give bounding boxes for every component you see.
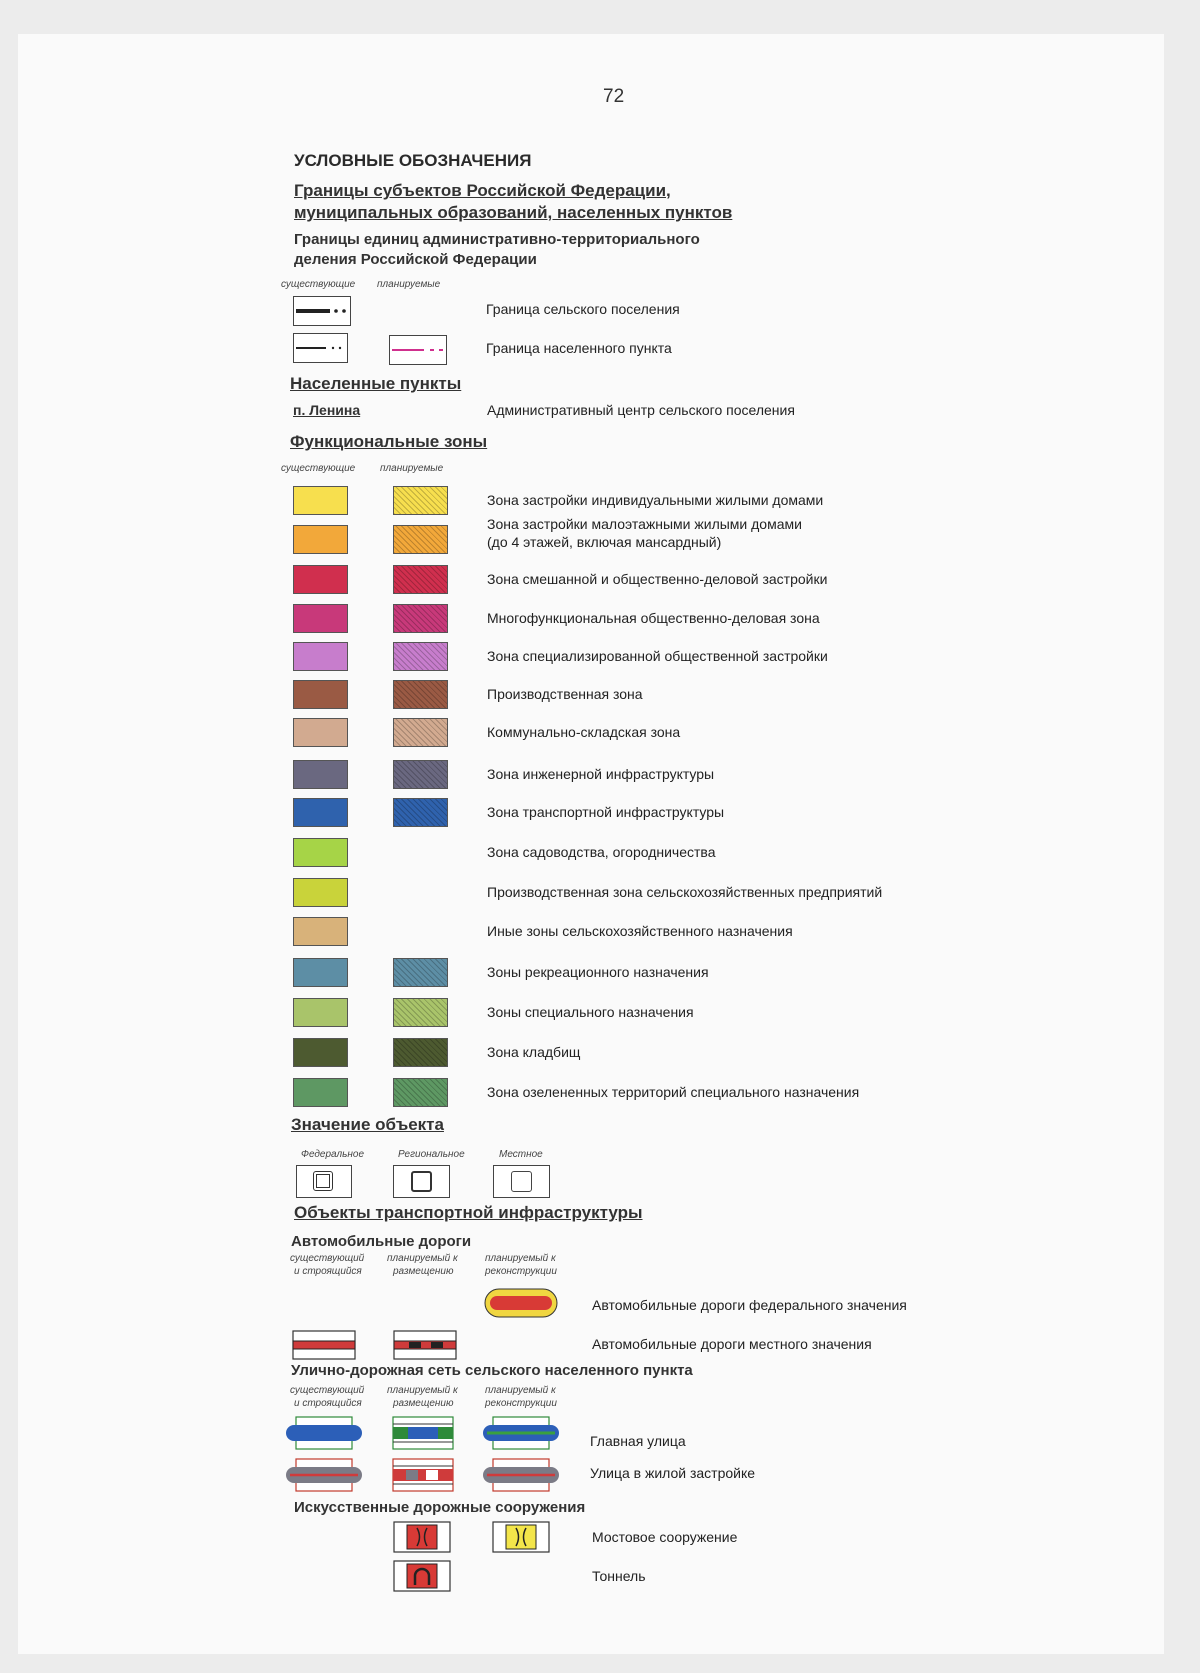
settlement-boundary-planned-symbol	[389, 335, 447, 365]
local-significance-symbol	[493, 1165, 550, 1198]
roads-col2-line1: планируемый к	[387, 1253, 458, 1264]
zone-swatch-planned	[393, 1078, 448, 1107]
zone-label: Зоны специального назначения	[487, 1004, 694, 1020]
boundaries-heading-line1: Границы субъектов Российской Федерации,	[294, 181, 671, 200]
zone-label: Зона садоводства, огородничества	[487, 844, 716, 860]
residential-street-existing-symbol	[284, 1458, 364, 1494]
zone-swatch-planned	[393, 718, 448, 747]
street-col2-line1: планируемый к	[387, 1385, 458, 1396]
zone-swatch-existing	[293, 525, 348, 554]
road-local-label: Автомобильные дороги местного значения	[592, 1336, 872, 1352]
roads-col3-line2: реконструкции	[485, 1266, 557, 1277]
zone-label: Зона застройки индивидуальными жилыми домами	[487, 492, 824, 508]
bridge-planned-symbol	[492, 1521, 552, 1555]
page-number: 72	[603, 86, 625, 107]
settlement-name-sample: п. Ленина	[293, 402, 361, 418]
legend-title: УСЛОВНЫЕ ОБОЗНАЧЕНИЯ	[294, 151, 532, 170]
zone-swatch-existing	[293, 798, 348, 827]
zone-label: Производственная зона	[487, 686, 643, 702]
settlement-boundary-existing-symbol	[293, 333, 348, 363]
zone-swatch-existing	[293, 565, 348, 594]
street-network-heading: Улично-дорожная сеть сельского населенного пункта	[291, 1362, 693, 1379]
settlement-label: Административный центр сельского поселения	[487, 402, 795, 418]
zone-swatch-planned	[393, 798, 448, 827]
zone-swatch-planned	[393, 958, 448, 987]
zone-label: Иные зоны сельскохозяйственного назначения	[487, 923, 793, 939]
significance-regional: Региональное	[398, 1149, 465, 1160]
zone-label-line2: (до 4 этажей, включая мансардный)	[487, 534, 722, 550]
boundary-col-planned: планируемые	[377, 279, 441, 290]
zone-swatch-existing	[293, 998, 348, 1027]
zone-label: Зона смешанной и общественно-деловой застройки	[487, 571, 828, 587]
zone-label: Многофункциональная общественно-деловая зона	[487, 610, 820, 626]
street-col3-line1: планируемый к	[485, 1385, 556, 1396]
street-col2-line2: размещению	[393, 1398, 454, 1409]
boundary-label-rural: Граница сельского поселения	[486, 301, 680, 317]
zone-swatch-existing	[293, 1078, 348, 1107]
road-federal-label: Автомобильные дороги федерального значения	[592, 1297, 907, 1313]
bridge-existing-symbol	[393, 1521, 453, 1555]
zones-heading: Функциональные зоны	[290, 432, 488, 451]
zone-swatch-planned	[393, 680, 448, 709]
zone-label: Зона транспортной инфраструктуры	[487, 804, 725, 820]
zones-col-planned: планируемые	[380, 463, 444, 474]
roads-col1-line1: существующий	[290, 1253, 365, 1264]
zone-swatch-planned	[393, 604, 448, 633]
street-main-label: Главная улица	[590, 1433, 686, 1449]
roads-col2-line2: размещению	[393, 1266, 454, 1277]
street-residential-label: Улица в жилой застройке	[590, 1465, 756, 1481]
significance-local: Местное	[499, 1149, 543, 1160]
structures-heading: Искусственные дорожные сооружения	[294, 1499, 586, 1516]
zone-label: Коммунально-складская зона	[487, 724, 681, 740]
residential-street-planned-symbol	[392, 1458, 458, 1494]
settlements-heading: Населенные пункты	[290, 374, 462, 393]
roads-col3-line1: планируемый к	[485, 1253, 556, 1264]
zone-swatch-planned	[393, 486, 448, 515]
transport-heading: Объекты транспортной инфраструктуры	[294, 1203, 643, 1222]
tunnel-symbol	[393, 1560, 453, 1594]
zone-swatch-existing	[293, 1038, 348, 1067]
zone-swatch-existing	[293, 958, 348, 987]
zone-swatch-existing	[293, 680, 348, 709]
roads-heading: Автомобильные дороги	[291, 1233, 472, 1250]
zone-label: Зона озелененных территорий специального назначения	[487, 1084, 860, 1100]
zone-swatch-existing	[293, 878, 348, 907]
zone-swatch-existing	[293, 917, 348, 946]
street-col3-line2: реконструкции	[485, 1398, 557, 1409]
zone-swatch-planned	[393, 1038, 448, 1067]
zone-swatch-planned	[393, 642, 448, 671]
rural-settlement-boundary-symbol	[293, 296, 351, 326]
zone-label: Зона инженерной инфраструктуры	[487, 766, 715, 782]
admin-division-subheading-line2: деления Российской Федерации	[294, 251, 537, 268]
federal-significance-symbol	[296, 1165, 352, 1198]
local-road-planned-symbol	[393, 1330, 459, 1362]
zone-label: Зона специализированной общественной застройки	[487, 648, 828, 664]
zone-swatch-planned	[393, 565, 448, 594]
admin-division-subheading-line1: Границы единиц административно-территориального	[294, 231, 700, 248]
zone-swatch-existing	[293, 838, 348, 867]
boundaries-heading-line2: муниципальных образований, населенных пунктов	[294, 203, 733, 222]
zone-swatch-planned	[393, 760, 448, 789]
street-col1-line2: и строящийся	[294, 1398, 362, 1409]
boundary-label-settlement: Граница населенного пункта	[486, 340, 672, 356]
zone-label: Производственная зона сельскохозяйственных предприятий	[487, 884, 883, 900]
zone-swatch-existing	[293, 718, 348, 747]
local-road-existing-symbol	[292, 1330, 358, 1362]
main-street-reconstruction-symbol	[481, 1416, 561, 1452]
zone-label: Зона кладбищ	[487, 1044, 581, 1060]
significance-federal: Федеральное	[301, 1149, 365, 1160]
bridge-label: Мостовое сооружение	[592, 1529, 738, 1545]
significance-heading: Значение объекта	[291, 1115, 444, 1134]
zone-swatch-existing	[293, 604, 348, 633]
zone-swatch-existing	[293, 486, 348, 515]
zone-label: Зона застройки малоэтажными жилыми домами	[487, 516, 802, 532]
regional-significance-symbol	[393, 1165, 450, 1198]
boundary-col-existing: существующие	[281, 279, 356, 290]
tunnel-label: Тоннель	[592, 1568, 646, 1584]
zone-swatch-existing	[293, 642, 348, 671]
federal-road-reconstruction-symbol	[482, 1286, 562, 1326]
street-col1-line1: существующий	[290, 1385, 365, 1396]
roads-col1-line2: и строящийся	[294, 1266, 362, 1277]
zone-label: Зоны рекреационного назначения	[487, 964, 709, 980]
zone-swatch-planned	[393, 998, 448, 1027]
main-street-planned-symbol	[392, 1416, 458, 1452]
main-street-existing-symbol	[284, 1416, 364, 1452]
residential-street-reconstruction-symbol	[481, 1458, 561, 1494]
zone-swatch-existing	[293, 760, 348, 789]
zone-swatch-planned	[393, 525, 448, 554]
zones-col-existing: существующие	[281, 463, 356, 474]
